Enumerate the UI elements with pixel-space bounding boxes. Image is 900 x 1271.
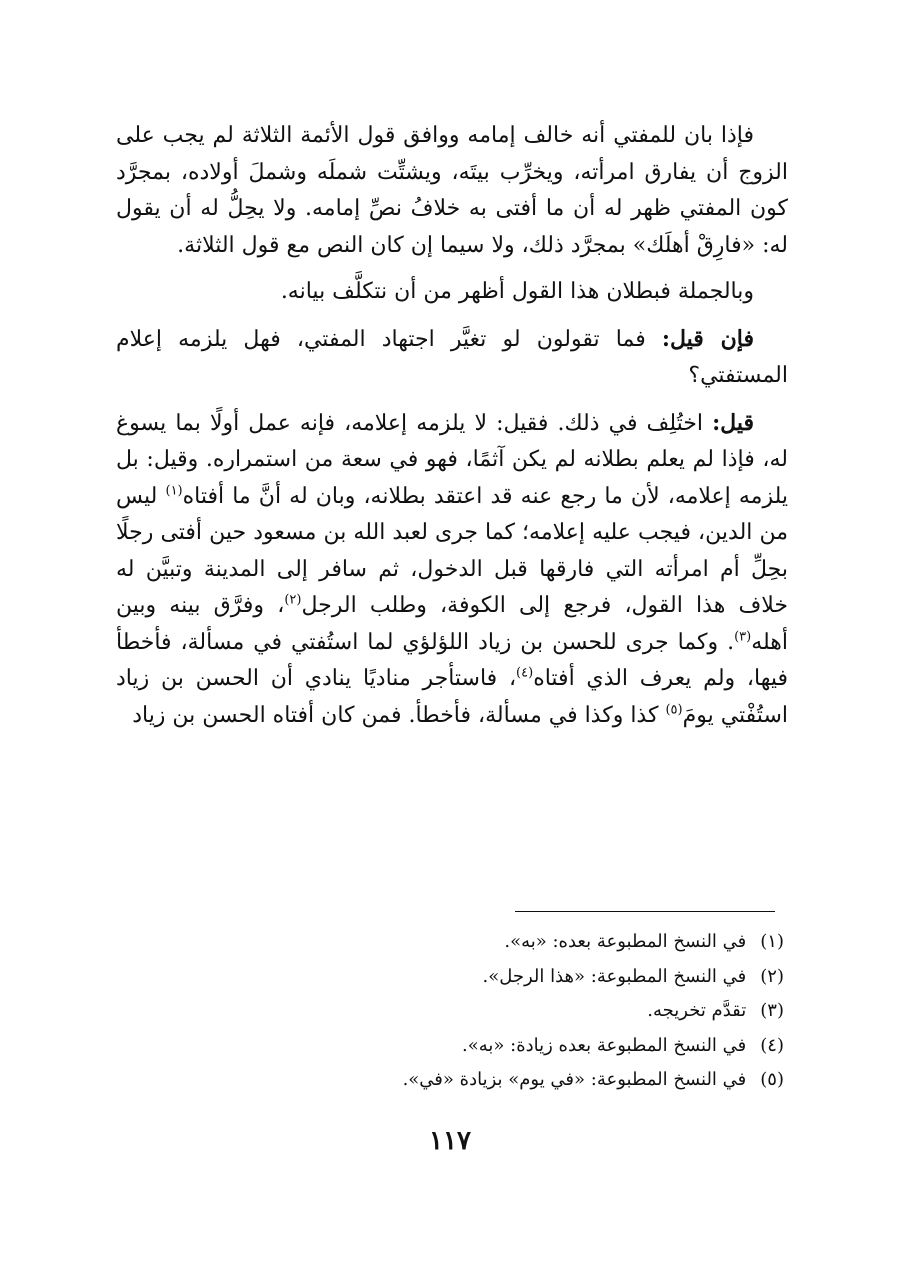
paragraph-2 xyxy=(116,274,788,311)
paragraph-text: وبالجملة فبطلان هذا القول أظهر من أن نتكلَّف بيانه. xyxy=(280,279,754,304)
footnote-separator xyxy=(515,911,775,912)
footnote-number: (٣) xyxy=(760,1000,784,1021)
footnote-text: في النسخ المطبوعة: «في يوم» بزيادة «في». xyxy=(402,1069,747,1090)
page-number: ١١٧ xyxy=(429,1126,471,1156)
answer-text-1: اختُلِف في ذلك. فقيل: لا يلزمه إعلامه، فإنه عمل أولًا بما يسوغ له، فإذا لم يعلم بطلانه لم يكن آثمًا، فهو في سعة من استمراره. وقيل: بل يلزمه إعلامه، لأن ما رجع عنه قد اعتقد بطلانه، وبان له أنَّ ما أفتاه xyxy=(116,410,788,509)
footnote-text: في النسخ المطبوعة بعده: «به». xyxy=(504,931,747,952)
footnote-number: (٢) xyxy=(760,965,784,987)
footnote-text: في النسخ المطبوعة بعده زيادة: «به». xyxy=(462,1034,747,1056)
paragraph-text: فما تقولون لو تغيَّر اجتهاد المفتي، فهل يلزمه إعلام المستفتي؟ xyxy=(116,326,788,388)
footnote-number: (٥) xyxy=(760,1069,784,1090)
answer-text-4: . وكما جرى للحسن بن زياد اللؤلؤي لما استُفتي في مسألة، فأخطأ فيها، ولم يعرف الذي أفتاه xyxy=(116,629,788,691)
footnote xyxy=(112,925,784,960)
footnote xyxy=(112,960,784,995)
footnote-text: تقدَّم تخريجه. xyxy=(647,1000,747,1021)
answer-text-5: ، فاستأجر مناديًا ينادي أن الحسن بن زياد استُفْتي يومَ xyxy=(116,666,788,728)
footnote-number: (٤) xyxy=(760,1034,784,1056)
paragraph-4 xyxy=(116,405,788,735)
answer-text-3: ، وفرَّق بينه وبين أهله xyxy=(116,593,788,655)
answer-text-6: كذا وكذا في مسألة، فأخطأ. فمن كان أفتاه الحسن بن زياد xyxy=(132,702,666,728)
paragraph-lead: قيل: xyxy=(712,409,754,436)
footnotes xyxy=(112,925,784,1098)
footnote xyxy=(112,1029,784,1064)
paragraph-1 xyxy=(116,118,788,264)
answer-text-2: ليس من الدين، فيجب عليه إعلامه؛ كما جرى لعبد الله بن مسعود حين أفتى رجلًا بحِلِّ أم امرأته التي فارقها قبل الدخول، ثم سافر إلى المدينة وتبيَّن له خلاف هذا القول، فرجع إلى الكوفة، وطلب الرجل xyxy=(116,483,789,618)
footnote xyxy=(112,1063,784,1098)
footnote-text: في النسخ المطبوعة: «هذا الرجل». xyxy=(482,965,747,987)
footnote-ref-5: (٥) xyxy=(665,702,683,718)
paragraph-lead: فإن قيل: xyxy=(661,325,754,352)
paragraph-3 xyxy=(116,321,788,395)
footnote xyxy=(112,994,784,1029)
footnote-ref-2: (٢) xyxy=(284,592,302,608)
footnote-number: (١) xyxy=(760,931,784,952)
footnote-ref-4: (٤) xyxy=(516,665,534,681)
footnote-ref-3: (٣) xyxy=(734,629,752,645)
footnote-ref-1: (١) xyxy=(165,483,183,499)
paragraph-text: فإذا بان للمفتي أنه خالف إمامه ووافق قول الأئمة الثلاثة لم يجب على الزوج أن يفارق امرأته، ويخرِّب بيتَه، ويشتِّت شملَه وشملَ أولاده، بمجرَّد كون المفتي ظهر له أن ما أفتى به خلافُ نصِّ إمامه. ولا يحِلُّ له أن يقول له: «فارِقْ أهلَك» بمجرَّد ذلك، ولا سيما إن كان النص مع قول الثلاثة. xyxy=(116,123,788,258)
main-text xyxy=(116,118,788,744)
